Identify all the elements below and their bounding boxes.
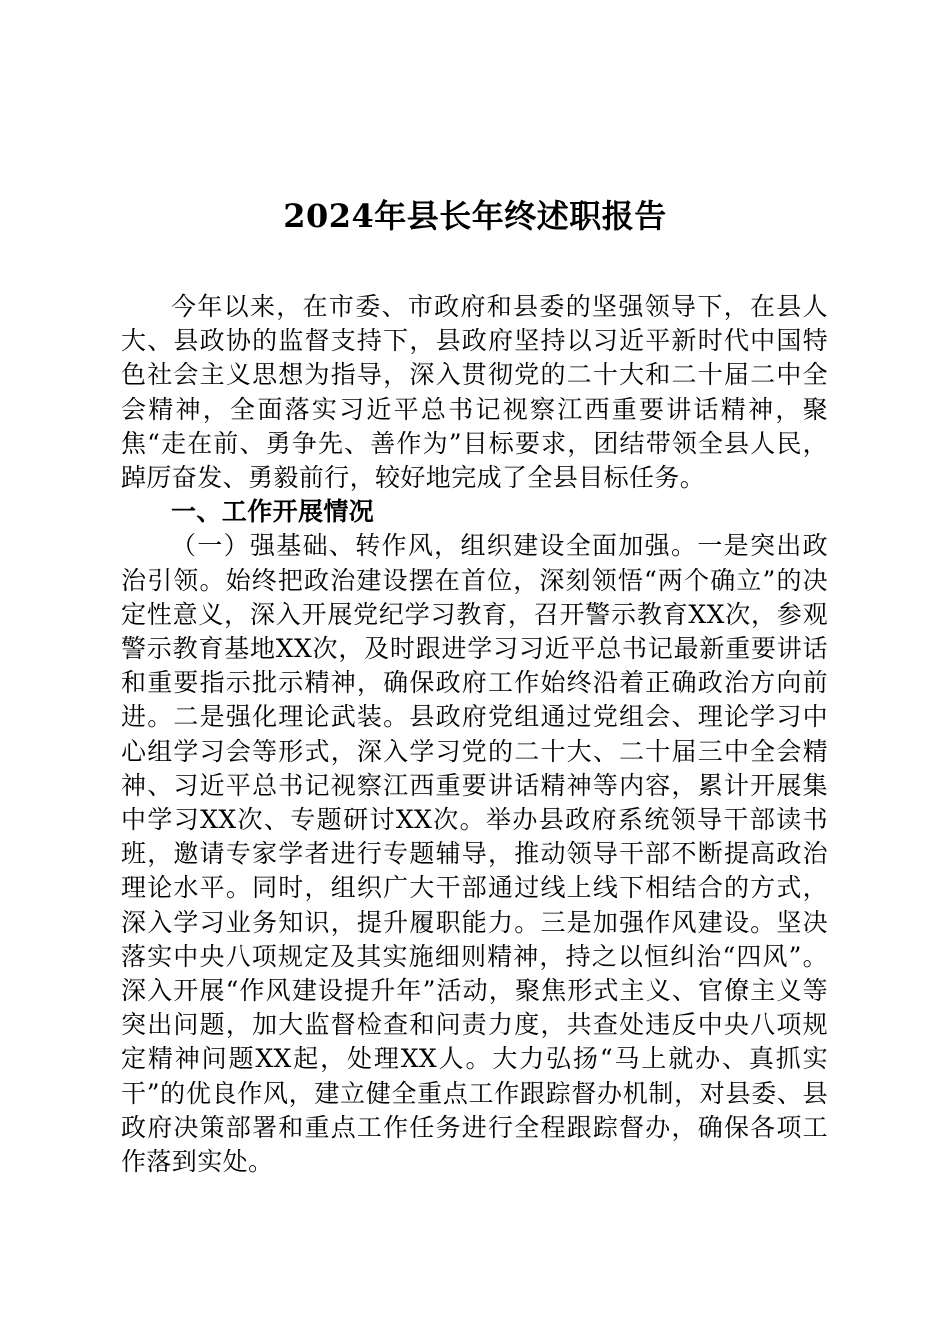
subsection-heading: （一）强基础、转作风，组织建设全面加强。 [171, 531, 698, 561]
subsection-paragraph [121, 529, 828, 1179]
section-heading: 一、工作开展情况 [171, 497, 375, 527]
document-body [121, 290, 828, 1179]
subsection-body: 一是突出政治引领。始终把政治建设摆在首位，深刻领悟“两个确立”的决定性意义，深入开展党纪学习教育，召开警示教育XX次，参观警示教育基地XX次，及时跟进学习习近平总书记最新重要讲话和重要指示批示精神，确保政府工作始终沿着正确政治方向前进。二是强化理论武装。县政府党组通过党组会、理论学习中心组学习会等形式，深入学习党的二十大、二十届三中全会精神、习近平总书记视察江西重要讲话精神等内容，累计开展集中学习XX次、专题研讨XX次。举办县政府系统领导干部读书班，邀请专家学者进行专题辅导，推动领导干部不断提高政治理论水平。同时，组织广大干部通过线上线下相结合的方式，深入学习业务知识，提升履职能力。三是加强作风建设。坚决落实中央八项规定及其实施细则精神，持之以恒纠治“四风”。深入开展“作风建设提升年”活动，聚焦形式主义、官僚主义等突出问题，加大监督检查和问责力度，共查处违反中央八项规定精神问题XX起，处理XX人。大力弘扬“马上就办、真抓实干”的优良作风，建立健全重点工作跟踪督办机制，对县委、县政府决策部署和重点工作任务进行全程跟踪督办，确保各项工作落到实处。 [121, 531, 828, 1177]
intro-paragraph: 今年以来，在市委、市政府和县委的坚强领导下，在县人大、县政协的监督支持下，县政府坚持以习近平新时代中国特色社会主义思想为指导，深入贯彻党的二十大和二十届二中全会精神，全面落实习近平总书记视察江西重要讲话精神，聚焦“走在前、勇争先、善作为”目标要求，团结带领全县人民，踔厉奋发、勇毅前行，较好地完成了全县目标任务。 [121, 292, 828, 493]
document-title: 2024年县长年终述职报告 [283, 197, 667, 235]
